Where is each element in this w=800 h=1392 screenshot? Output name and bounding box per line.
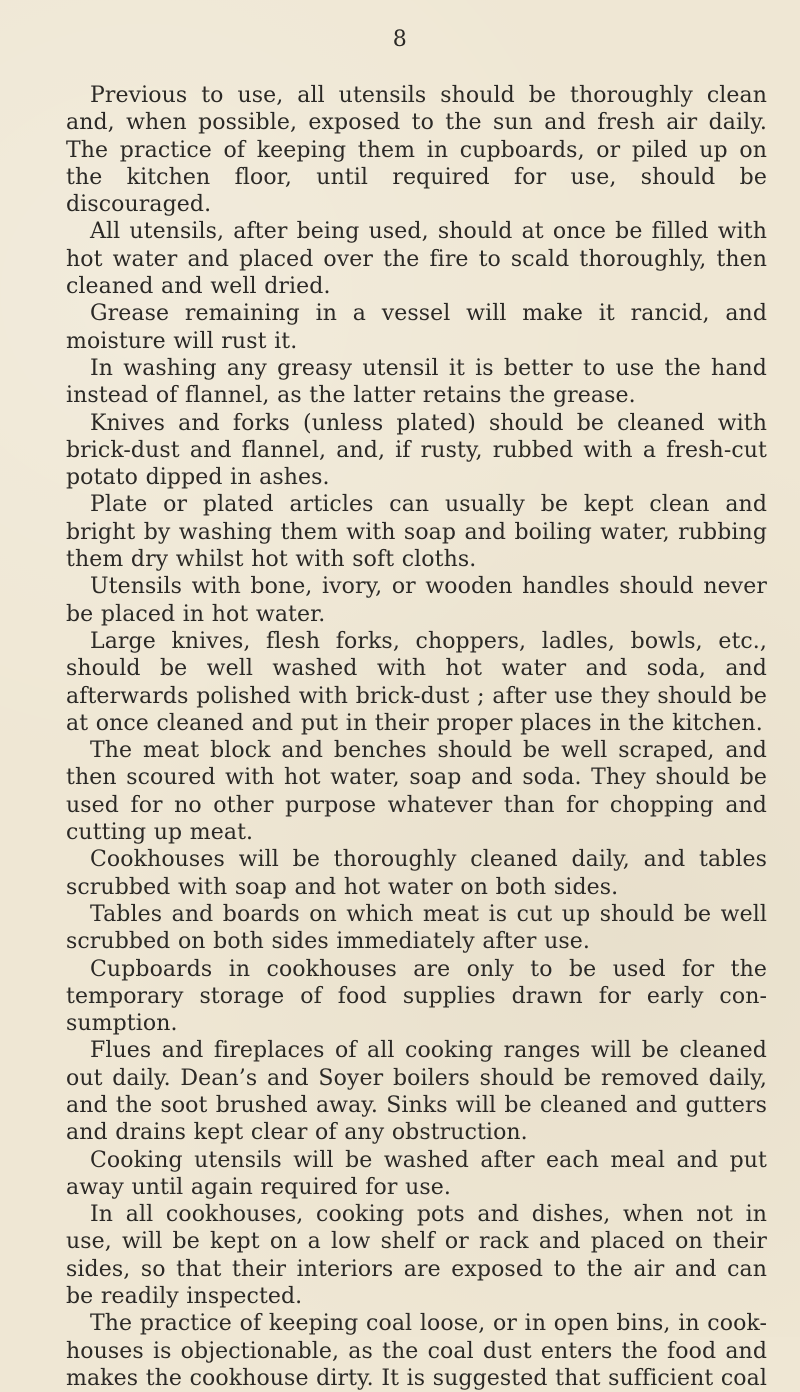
paragraph: Utensils with bone, ivory, or wooden handles should never be placed in hot water. [66, 574, 767, 627]
page-number: 8 [392, 27, 408, 52]
page-text [66, 82, 767, 1392]
paragraph: Cookhouses will be thoroughly cleaned daily, and tables scrubbed with soap and hot water on both sides. [66, 847, 767, 900]
paragraph: In washing any greasy utensil it is better to use the hand instead of flannel, as the latter retains the grease. [66, 355, 767, 409]
paragraph: Flues and fireplaces of all cooking ranges will be cleaned out daily. Dean’s and Soyer boilers should be removed daily, and the soot brushed away. Sinks will be cleaned and gutters and drains kept clear of any obstruction. [66, 1038, 767, 1146]
paragraph: Plate or plated articles can usually be kept clean and bright by washing them with soap and boiling water, rubbing them dry whilst hot with soft cloths. [66, 492, 767, 573]
paragraph: Cupboards in cookhouses are only to be used for the temporary storage of food supplies drawn for early con-sumption. [66, 956, 767, 1037]
paragraph: Cooking utensils will be washed after each meal and put away until again required for use. [66, 1147, 767, 1200]
paragraph: Knives and forks (unless plated) should be cleaned with brick-dust and flannel, and, if rusty, rubbed with a fresh-cut potato dipped in ashes. [66, 410, 767, 491]
paragraph: In all cookhouses, cooking pots and dishes, when not in use, will be kept on a low shelf or rack and placed on their sides, so that their interiors are exposed to the air and can be readily inspected. [66, 1202, 767, 1310]
paragraph: The practice of keeping coal loose, or in open bins, in cook-houses is objectionable, as the coal dust enters the food and makes the cookhouse dirty. It is suggested that sufficient coal [66, 1311, 767, 1391]
paragraph: All utensils, after being used, should at once be filled with hot water and placed over the fire to scald thoroughly, then cleaned and well dried. [66, 219, 767, 300]
paragraph: Grease remaining in a vessel will make it rancid, and moisture will rust it. [66, 301, 767, 354]
paragraph: The meat block and benches should be well scraped, and then scoured with hot water, soap and soda. They should be used for no other purpose whatever than for chopping and cutting up meat. [66, 738, 767, 846]
paragraph: Tables and boards on which meat is cut up should be well scrubbed on both sides immediately after use. [66, 901, 767, 955]
paragraph: Large knives, flesh forks, choppers, ladles, bowls, etc., should be well washed with hot water and soda, and afterwards polished with brick-dust ; after use they should be at once cleaned and put in their proper places in the kitchen. [66, 628, 767, 736]
paragraph: Previous to use, all utensils should be thoroughly clean and, when possible, exposed to the sun and fresh air daily. The practice of keeping them in cupboards, or piled up on the kitchen floor, until required for use, should be discouraged. [66, 83, 767, 218]
